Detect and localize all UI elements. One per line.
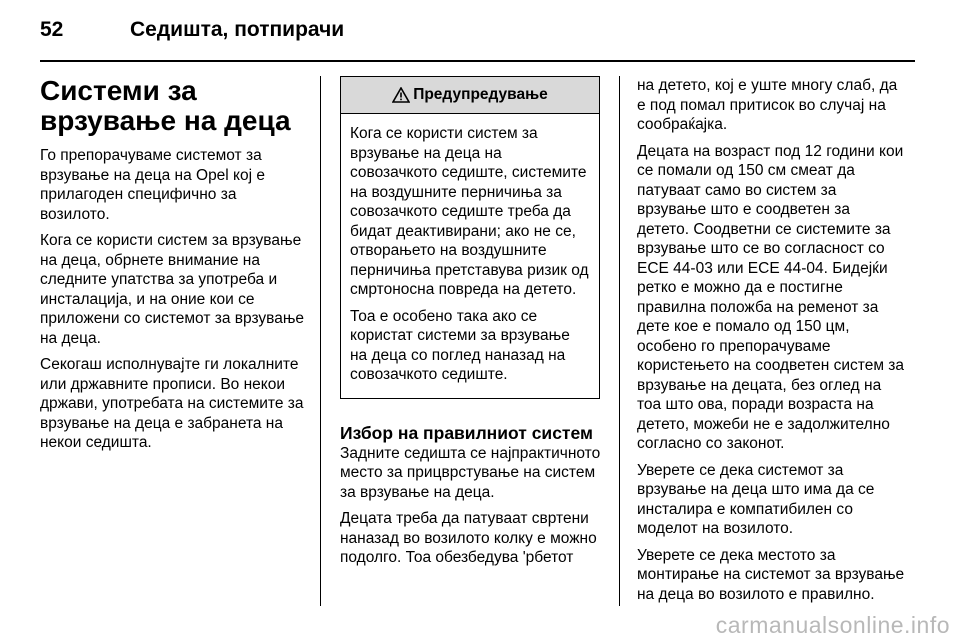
column-2 — [340, 76, 602, 575]
column-3 — [637, 76, 905, 611]
warning-header — [341, 77, 599, 114]
paragraph: Уверете се дека системот за врзување на деца што има да се инсталира е компатибилен со моделот на возилото. — [637, 461, 875, 537]
page-number: 52 — [40, 18, 64, 41]
header-rule — [40, 60, 915, 62]
chapter-title: Системи за врзување на деца — [40, 75, 291, 136]
column-divider-2 — [619, 76, 620, 606]
paragraph: на детето, кој е уште многу слаб, да е под помал притисок во случај на сообраќајка. — [637, 77, 898, 133]
paragraph: Кога се користи систем за врзување на деца, обрнете внимание на следните упатства за употреба и инсталација, и на оние кои се приложени со системот за врзување на деца. — [40, 232, 305, 347]
paragraph: Уверете се дека местото за монтирање на системот за врзување на деца во возилото е правилно. — [637, 546, 905, 603]
column-divider-1 — [320, 76, 321, 606]
paragraph: Децата на возраст под 12 години кои се помали од 150 см смеат да патуваат само во систем за врзување што е соодветен за детето. Соодветни се системите за врзување што се во согласност со ECE 44-03 или ECE 44-04. Бидејќи ретко е можно да е постигне правилна положба на ременот за дете кое е помало од 150 цм, особено го препорачуваме користењето на соодветен систем за врзување на децата, без оглед на тоа што ова, поради возраста на детето, можеби не е задолжително согласно со законот. — [637, 142, 905, 452]
column-1 — [40, 76, 310, 460]
warning-heading: Предупредување — [413, 86, 548, 104]
warning-body — [341, 114, 599, 398]
warning-box — [340, 76, 600, 399]
warning-triangle-icon — [392, 87, 410, 103]
paragraph: Задните седишта се најпрактичното место за прицврстување на систем за врзување на деца. — [340, 444, 601, 501]
warning-paragraph: Тоа е особено така ако се користат системи за врзување на деца со поглед наназад на совозачкото седиште. — [350, 307, 570, 383]
paragraph: Го препорачуваме системот за врзување на деца на Opel кој е прилагоден специфично за возилото. — [40, 147, 265, 223]
watermark: carmanualsonline.info — [715, 612, 950, 638]
subsection-title: Избор на правилниот систем — [340, 422, 593, 443]
warning-paragraph: Кога се користи систем за врзување на деца на совозачкото седиште, системите на воздушните перничиња за совозачкото седиште треба да бидат деактивирани; ако не се, отворањето на воздушните перничиња претставува ризик од смртоносна повреда на детето. — [350, 125, 589, 298]
section-title: Седишта, потпирачи — [130, 18, 345, 41]
paragraph: Секогаш исполнувајте ги локалните или државните прописи. Во некои држави, употребата на системите за врзување на деца е забранета на некои седишта. — [40, 356, 304, 451]
page-header — [40, 14, 920, 54]
paragraph: Децата треба да патуваат свртени наназад во возилото колку е можно подолго. Тоа обезбедува 'рбетот — [340, 510, 597, 566]
